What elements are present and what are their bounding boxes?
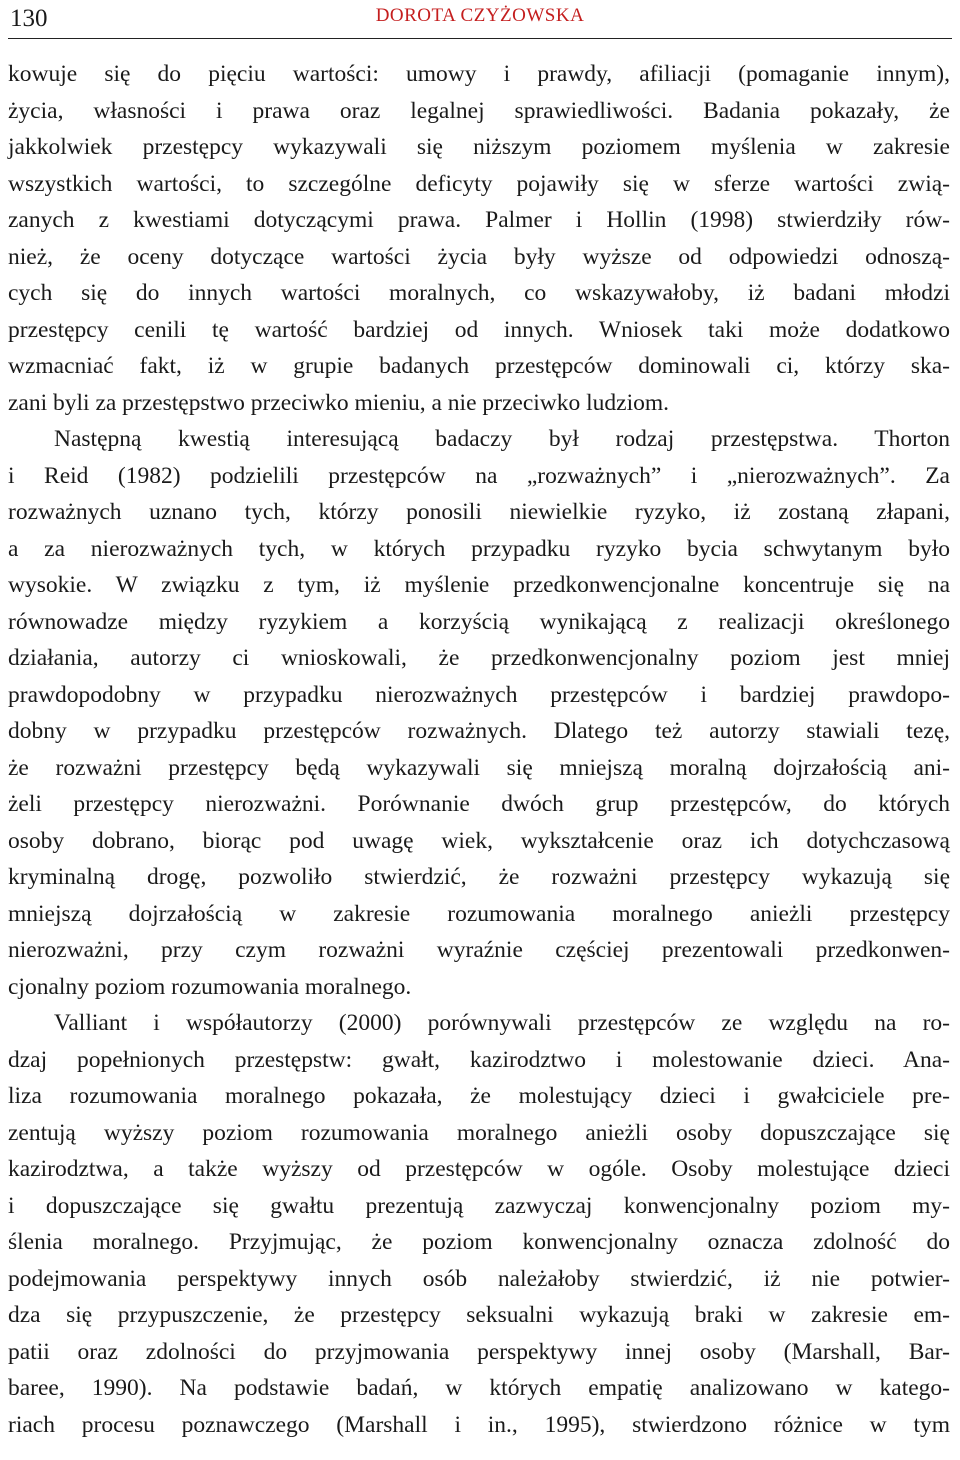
text-line: a za nierozważnych tych, w których przypadku ryzyko bycia schwytanym było — [8, 535, 950, 562]
text-line: dobny w przypadku przestępców rozważnych. Dlatego też autorzy stawiali tezę, — [8, 718, 950, 744]
text-line: i dopuszczające się gwałtu prezentują zazwyczaj konwencjonalny poziom my- — [8, 1192, 950, 1219]
text-line: nierozważni, przy czym rozważni wyraźnie częściej prezentowali przedkonwen- — [8, 937, 950, 963]
text-line: prawdopodobny w przypadku nierozważnych przestępców i bardziej prawdopo- — [8, 681, 950, 708]
text-line: zanych z kwestiami dotyczącymi prawa. Palmer i Hollin (1998) stwierdziły rów- — [8, 207, 950, 233]
text-line: osoby dobrano, biorąc pod uwagę wiek, wykształcenie oraz ich dotychczasową — [8, 827, 950, 854]
text-line: riach procesu poznawczego (Marshall i in., 1995), stwierdzono różnice w tym — [8, 1411, 950, 1438]
text-line: dzaj popełnionych przestępstw: gwałt, kazirodztwo i molestowanie dzieci. Ana- — [8, 1046, 950, 1073]
text-line: liza rozumowania moralnego pokazała, że molestujący dzieci i gwałciciele pre- — [8, 1083, 950, 1109]
page-header — [8, 0, 952, 39]
text-line: i Reid (1982) podzielili przestępców na „rozważnych” i „nierozważnych”. Za — [8, 462, 950, 489]
paragraph-first-line: Valliant i współautorzy (2000) porównywali przestępców ze względu na ro- — [54, 1010, 950, 1036]
text-line: równowadze między ryzykiem a korzyścią wynikającą z realizacji określonego — [8, 608, 950, 635]
text-line: baree, 1990). Na podstawie badań, w których empatię analizowano w katego- — [8, 1375, 950, 1401]
text-line: rozważnych uznano tych, którzy ponosili niewielkie ryzyko, iż zostaną złapani, — [8, 499, 950, 525]
text-line: wzmacniać fakt, iż w grupie badanych przestępców dominowali ci, którzy ska- — [8, 353, 950, 379]
text-line: dza się przypuszczenie, że przestępcy seksualni wykazują braki w zakresie em- — [8, 1302, 950, 1328]
text-line: zani byli za przestępstwo przeciwko mieniu, a nie przeciwko ludziom. — [8, 389, 670, 416]
text-line: nież, że oceny dotyczące wartości życia były wyższe od odpowiedzi odnoszą- — [8, 243, 950, 270]
body-text — [8, 56, 950, 1443]
text-line: cjonalny poziom rozumowania moralnego. — [8, 973, 412, 1000]
text-line: wszystkich wartości, to szczególne deficyty pojawiły się w sferze wartości zwią- — [8, 170, 950, 197]
text-line: życia, własności i prawa oraz legalnej sprawiedliwości. Badania pokazały, że — [8, 97, 950, 124]
text-line: cych się do innych wartości moralnych, co wskazywałoby, iż badani młodzi — [8, 280, 950, 306]
text-line: podejmowania perspektywy innych osób należałoby stwierdzić, iż nie potwier- — [8, 1265, 950, 1292]
text-line: kryminalną drogę, pozwoliło stwierdzić, że rozważni przestępcy wykazują się — [8, 864, 950, 890]
page-number: 130 — [10, 5, 48, 32]
text-line: kazirodztwa, a także wyższy od przestępców w ogóle. Osoby molestujące dzieci — [8, 1156, 950, 1182]
text-line: zentują wyższy poziom rozumowania moralnego anieżli osoby dopuszczające się — [8, 1119, 950, 1146]
text-line: kowuje się do pięciu wartości: umowy i prawdy, afiliacji (pomaganie innym), — [8, 61, 950, 87]
text-line: patii oraz zdolności do przyjmowania perspektywy innej osoby (Marshall, Bar- — [8, 1338, 950, 1365]
text-line: wysokie. W związku z tym, iż myślenie przedkonwencjonalne koncentruje się na — [8, 572, 950, 598]
text-line: ślenia moralnego. Przyjmując, że poziom konwencjonalny oznacza zdolność do — [8, 1229, 950, 1255]
paragraph-first-line: Następną kwestią interesującą badaczy był rodzaj przestępstwa. Thorton — [54, 426, 950, 452]
running-head-author: DOROTA CZYŻOWSKA — [375, 5, 585, 26]
text-line: że rozważni przestępcy będą wykazywali się mniejszą moralną dojrzałością ani- — [8, 754, 950, 781]
text-line: mniejszą dojrzałością w zakresie rozumowania moralnego anieżli przestępcy — [8, 900, 950, 927]
text-line: działania, autorzy ci wnioskowali, że przedkonwencjonalny poziom jest mniej — [8, 645, 950, 671]
text-line: przestępcy cenili tę wartość bardziej od innych. Wniosek taki może dodatkowo — [8, 316, 950, 343]
text-line: jakkolwiek przestępcy wykazywali się niższym poziomem myślenia w zakresie — [8, 134, 950, 160]
text-line: żeli przestępcy nierozważni. Porównanie dwóch grup przestępców, do których — [8, 791, 950, 817]
